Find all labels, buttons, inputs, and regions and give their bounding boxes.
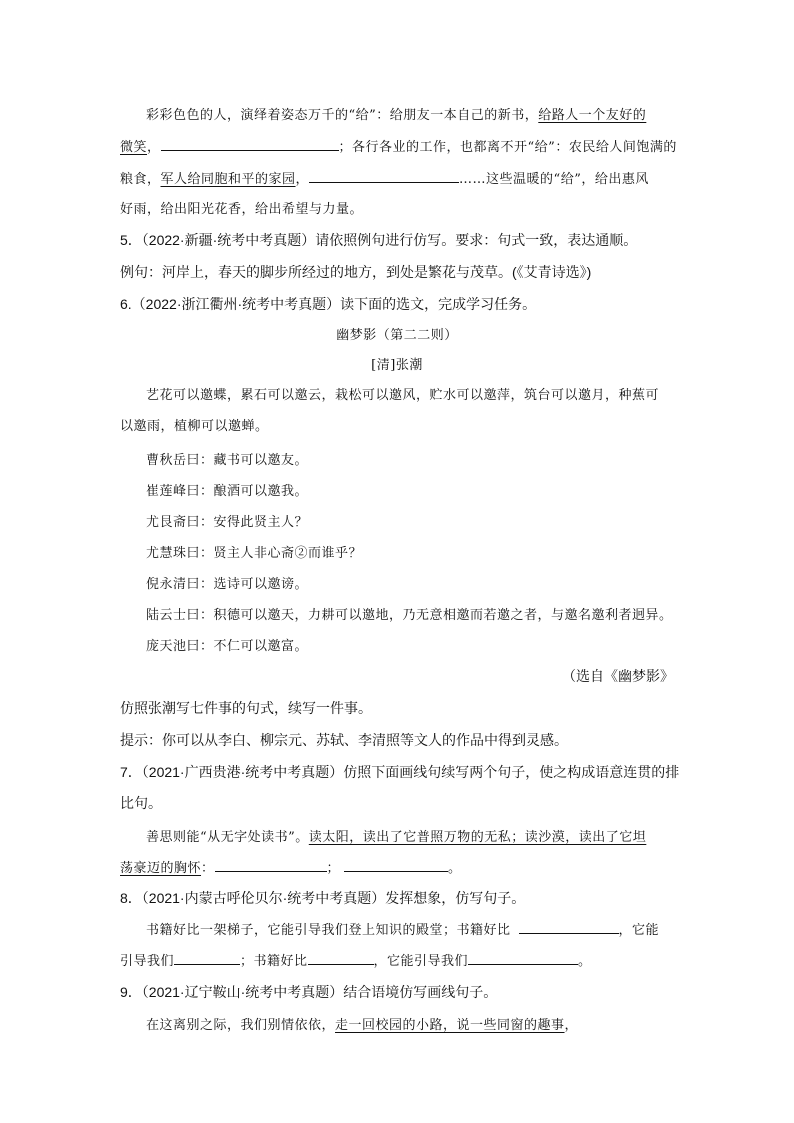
text-segment: ，它能引导我们	[373, 954, 469, 969]
poem-title: 幽梦影（第二二则）	[336, 328, 458, 343]
text-segment: ，它能	[618, 923, 660, 938]
para-line-1	[146, 104, 646, 123]
text-segment: ，	[147, 140, 161, 155]
passage-line-2: 以邀雨，植柳可以邀蝉。	[120, 419, 269, 434]
text-segment: ，	[564, 1018, 579, 1033]
question-8-title: 8．（2021·内蒙古呼伦贝尔·统考中考真题）发挥想象，仿写句子。	[120, 890, 526, 906]
underlined-text: 荡豪迈的胸怀	[120, 861, 202, 876]
passage-quote: 陆云士曰：积德可以邀天，力耕可以邀地，乃无意相邀而若邀之者，与邀名邀利者迥异。	[146, 608, 673, 623]
q8-line-2	[120, 950, 592, 969]
text-segment: 在这离别之际，我们别情依依，	[146, 1018, 336, 1033]
text-segment: ；书籍好比	[240, 954, 308, 969]
text-segment: 彩彩色色的人，演绎着姿态万千的“给”：给朋友一本自己的新书，	[146, 108, 539, 123]
answer-blank[interactable]	[344, 859, 448, 872]
text-segment: 引导我们	[120, 954, 175, 969]
q8-line-1	[146, 919, 659, 938]
question-5-example: 例句：河岸上，春天的脚步所经过的地方，到处是繁花与茂草。(《艾青诗选》)	[120, 264, 592, 280]
text-segment: 书籍好比一架梯子，它能引导我们登上知识的殿堂；书籍好比	[146, 923, 511, 938]
text-segment: 粮食，	[120, 172, 161, 187]
answer-blank[interactable]	[468, 952, 578, 965]
text-segment: ；	[326, 861, 341, 876]
para-line-2	[120, 136, 677, 155]
underlined-text: 给路人一个友好的	[538, 108, 647, 123]
question-6-task: 仿照张潮写七件事的句式，续写一件事。	[120, 700, 372, 716]
question-7-title-cont: 比句。	[120, 795, 162, 811]
q9-line-1	[146, 1014, 578, 1033]
para-line-3	[120, 168, 649, 187]
text-segment: ，	[295, 172, 310, 187]
text-segment: 。	[578, 954, 592, 969]
answer-blank[interactable]	[309, 170, 459, 183]
text-segment: ：	[201, 861, 215, 876]
text-segment: ……这些温暖的“给”，给出惠风	[459, 172, 649, 187]
underlined-text: 微笑	[120, 140, 148, 155]
passage-quote: 尤艮斋曰：安得此贤主人？	[146, 515, 309, 530]
answer-blank[interactable]	[215, 859, 327, 872]
question-9-title: 9．（2021·辽宁鞍山·统考中考真题）结合语境仿写画线句子。	[120, 984, 498, 1000]
underlined-text: 军人给同胞和平的家园	[160, 172, 296, 187]
underlined-text: 读太阳，读出了它普照万物的无私；读沙漠，读出了它坦	[308, 830, 647, 845]
question-7-title: 7．（2021·广西贵港·统考中考真题）仿照下面画线句续写两个句子，使之构成语意连贯的排	[120, 764, 680, 780]
text-segment: ；各行各业的工作，也都离不开“给”：农民给人间饱满的	[338, 140, 677, 155]
answer-blank[interactable]	[519, 921, 619, 934]
q7-line-2	[120, 857, 462, 876]
passage-quote: 庞天池曰：不仁可以邀富。	[146, 639, 309, 654]
text-segment: 。	[448, 861, 462, 876]
q7-line-1	[146, 826, 646, 845]
passage-source: （选自《幽梦影》	[562, 670, 674, 685]
underlined-text: 走一回校园的小路，说一些同窗的趣事	[335, 1018, 565, 1033]
para-line-4: 好雨，给出阳光花香，给出希望与力量。	[120, 202, 364, 217]
passage-quote: 崔莲峰曰：酿酒可以邀我。	[146, 484, 309, 499]
passage-quote: 倪永清曰：选诗可以邀谤。	[146, 577, 309, 592]
text-segment: 善思则能“从无字处读书”。	[146, 830, 309, 845]
question-6-title: 6.（2022·浙江衢州·统考中考真题）读下面的选文，完成学习任务。	[120, 296, 537, 312]
question-6-hint: 提示：你可以从李白、柳宗元、苏轼、李清照等文人的作品中得到灵感。	[120, 732, 568, 748]
question-5-title: 5．（2022·新疆·统考中考真题）请依照例句进行仿写。要求：句式一致，表达通顺。	[120, 232, 638, 248]
poem-author: [清]张潮	[371, 358, 423, 373]
passage-quote: 曹秋岳曰：藏书可以邀友。	[146, 453, 309, 468]
passage-quote: 尤慧珠曰：贤主人非心斋②而谁乎？	[146, 546, 363, 561]
answer-blank[interactable]	[308, 952, 374, 965]
answer-blank[interactable]	[174, 952, 240, 965]
passage-line-1: 艺花可以邀蝶，累石可以邀云，栽松可以邀风，贮水可以邀萍，筑台可以邀月，种蕉可	[146, 388, 660, 403]
answer-blank[interactable]	[161, 138, 339, 151]
